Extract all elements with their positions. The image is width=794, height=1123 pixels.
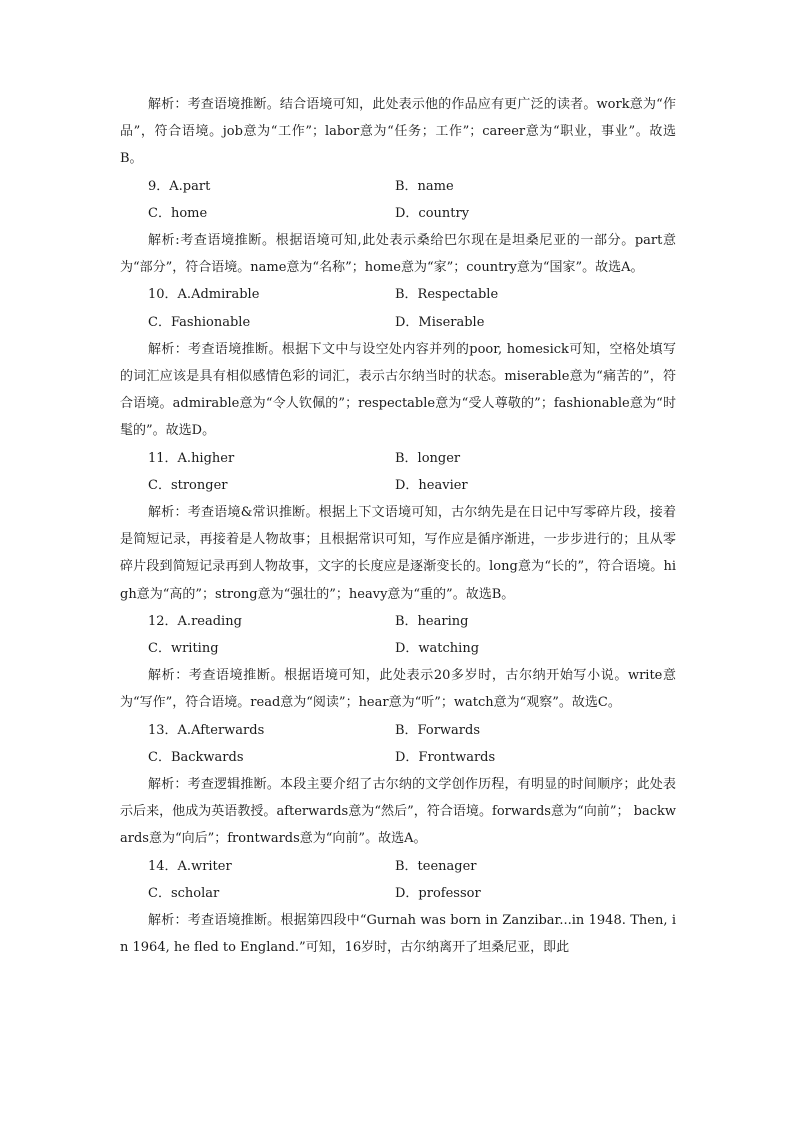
option-row xyxy=(120,173,676,200)
explanation-paragraph: 解析：考查逻辑推断。本段主要介绍了古尔纳的文学创作历程，有明显的时间顺序；此处表示后来，他成为英语教授。afterwards意为“然后”，符合语境。forwards意为“向前”； backwards意为“向后”；frontwards意为“向前”。故选A。 xyxy=(120,776,676,847)
explanation-paragraph: 解析：考查语境推断。根据第四段中“Gurnah was born in Zanzibar...in 1948. Then, in 1964, he fled to England.”可知，16岁时，古尔纳离开了坦桑尼亚，即此 xyxy=(120,912,676,956)
option-right: B．hearing xyxy=(395,613,469,629)
option-left: 13．A.Afterwards xyxy=(148,722,265,738)
explanation-paragraph: 解析:考查语境推断。根据语境可知,此处表示桑给巴尔现在是坦桑尼亚的一部分。part意为“部分”，符合语境。name意为“名称”；home意为“家”；country意为“国家”。故选A。 xyxy=(120,232,676,276)
option-left: 10．A.Admirable xyxy=(148,287,260,303)
option-right: B．teenager xyxy=(395,858,477,874)
option-right: D．country xyxy=(395,205,470,221)
option-row xyxy=(120,853,676,880)
explanation-paragraph: 解析：考查语境推断。根据语境可知，此处表示20多岁时，古尔纳开始写小说。write意为“写作”，符合语境。read意为“阅读”；hear意为“听”；watch意为“观察”。故选C。 xyxy=(120,668,676,711)
option-row xyxy=(120,281,676,308)
option-left: C．writing xyxy=(148,640,219,656)
option-row xyxy=(120,309,676,336)
explanation-paragraph: 解析：考查语境推断。根据下文中与设空处内容并列的poor, homesick可知，空格处填写的词汇应该是具有相似感情色彩的词汇，表示古尔纳当时的状态。miserable意为“痛苦的”，符合语境。admirable意为“令人钦佩的”；respectable意为“受人尊敬的”；fashionable意为“时髦的”。故选D。 xyxy=(120,341,676,439)
explanation-paragraph: 解析：考查语境推断。结合语境可知，此处表示他的作品应有更广泛的读者。work意为“作品”，符合语境。job意为“工作”；labor意为“任务；工作”；career意为“职业，事业”。故选B。 xyxy=(120,97,676,167)
option-row xyxy=(120,472,676,499)
option-left: C．Fashionable xyxy=(148,314,251,330)
option-right: D．heavier xyxy=(395,477,468,493)
option-left: C．stronger xyxy=(148,477,228,493)
option-left: C．Backwards xyxy=(148,749,244,765)
option-left: C．scholar xyxy=(148,885,220,901)
answer-explanations xyxy=(120,91,676,961)
option-left: 12．A.reading xyxy=(148,613,242,629)
option-right: B．name xyxy=(395,178,454,194)
option-left: 14．A.writer xyxy=(148,858,232,874)
option-left: C．home xyxy=(148,205,208,221)
option-right: D．professor xyxy=(395,885,481,901)
option-left: 11．A.higher xyxy=(148,450,235,466)
option-row xyxy=(120,635,676,662)
option-right: D．Miserable xyxy=(395,314,485,330)
option-right: D．watching xyxy=(395,640,480,656)
option-row xyxy=(120,445,676,472)
option-right: B．longer xyxy=(395,450,461,466)
option-row xyxy=(120,608,676,635)
option-row xyxy=(120,200,676,227)
explanation-paragraph: 解析：考查语境&常识推断。根据上下文语境可知，古尔纳先是在日记中写零碎片段，接着是简短记录，再接着是人物故事；且根据常识可知，写作应是循序渐进，一步步进行的；且从零碎片段到简短记录再到人物故事，文字的长度应是逐渐变长的。long意为“长的”，符合语境。high意为“高的”；strong意为“强壮的”；heavy意为“重的”。故选B。 xyxy=(120,504,676,602)
option-right: B．Forwards xyxy=(395,722,480,738)
option-row xyxy=(120,744,676,771)
option-right: B．Respectable xyxy=(395,287,499,303)
option-right: D．Frontwards xyxy=(395,749,496,765)
option-left: 9．A.part xyxy=(148,178,211,194)
option-row xyxy=(120,717,676,744)
option-row xyxy=(120,880,676,907)
